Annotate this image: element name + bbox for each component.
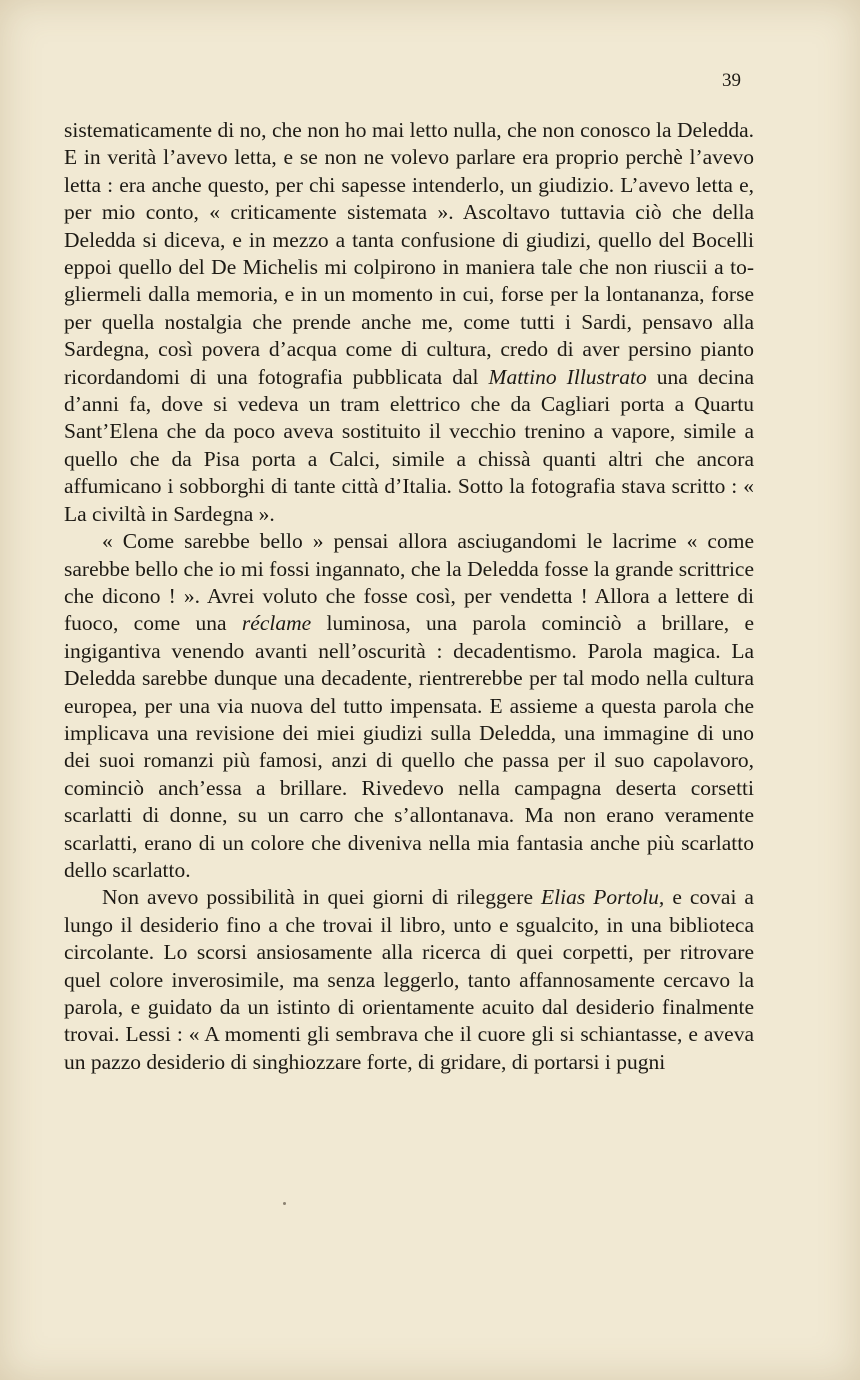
paragraph-2-text: « Come sarebbe bello » pensai allora asciugandomi le lacrime « come sarebbe bello che io mi fossi ingannato, che la Deledda fosse la grande scrittrice che dicono ! ». Avrei voluto che fosse così, per vendetta ! Allora a lettere di fuoco, come una bbox=[64, 529, 754, 636]
paragraph-1-text-cont: una decina d’anni fa, dove si vedeva un tram elettrico che da Cagliari porta a Quartu Sant’Elena che da poco aveva sostituito il vecchio trenino a vapore, simile a quello che da Pisa porta a Calci, simile a chissà quanti altri che ancora affumicano i sobborghi di tante città d’Italia. Sotto la fotografia stava scritto : « La civiltà in Sardegna ». bbox=[64, 364, 755, 526]
paragraph-3-text: Non avevo possibilità in quei giorni di rileggere bbox=[102, 885, 542, 910]
body-text bbox=[64, 117, 754, 1076]
paragraph-3 bbox=[64, 884, 754, 1076]
reclame-italic: réclame bbox=[241, 611, 312, 636]
paragraph-3-text-cont: e covai a lungo il desiderio fino a che trovai il libro, unto e sgualcito, in una biblioteca circolante. Lo scorsi ansiosamente alla ricerca di quei corpetti, per ritrovare quel colore inverosimile, ma senza leggerlo, tanto affannosamente cercavo la parola, e guidato da un istinto di orientamente acuito dal desiderio finalmente trovai. Lessi : « A momenti gli sembrava che il cuore gli si schiantasse, e aveva un pazzo desiderio di singhiozzare forte, di gridare, di portarsi i pugni bbox=[64, 885, 754, 1074]
page-number: 39 bbox=[722, 70, 741, 91]
paper-speck bbox=[283, 1202, 286, 1205]
paragraph-2 bbox=[64, 528, 754, 884]
paragraph-2-text-cont: luminosa, una parola cominciò a brillare, e ingigantiva venendo avanti nell’oscurità : decadentismo. Parola magica. La Deledda sarebbe dunque una decadente, rientrerebbe per tal modo nella cultura europea, per una via nuova del tutto impensata. E assieme a questa parola che implicava una revisione dei miei giudizi sulla Deledda, una immagine di uno dei suoi romanzi più famosi, anzi di quello che passa per il suo capolavoro, cominciò anch’essa a brillare. Rivedevo nella campagna deserta corsetti scarlatti di donne, su un carro che s’allontanava. Ma non erano veramente scarlatti, erano di un colore che diveniva nella mia fantasia anche più scarlatto dello scarlatto. bbox=[64, 611, 754, 882]
novel-title-italic: Elias Portolu, bbox=[541, 885, 665, 910]
newspaper-title-italic: Mattino Illustrato bbox=[488, 364, 647, 389]
paragraph-1 bbox=[64, 117, 754, 528]
paragraph-1-text: sistematicamente di no, che non ho mai letto nulla, che non conosco la Deledda. E in verità l’avevo letta, e se non ne volevo parlare era proprio perchè l’avevo letta : era anche questo, per chi sapesse intenderlo, un giudizio. L’avevo letta e, per mio conto, « criticamente sistemata ». Ascoltavo tuttavia ciò che della Deledda si diceva, e in mezzo a tanta confusione di giudizi, quello del Bocelli eppoi quello del De Michelis mi colpirono in maniera tale che non riuscii a togliermeli dalla memoria, e in un momento in cui, forse per la lontananza, forse per quella nostalgia che prende anche me, come tutti i Sardi, pensavo alla Sardegna, così povera d’acqua come di cultura, credo di aver persino pianto ricordandomi di una fotografia pubblicata dal bbox=[64, 118, 754, 389]
